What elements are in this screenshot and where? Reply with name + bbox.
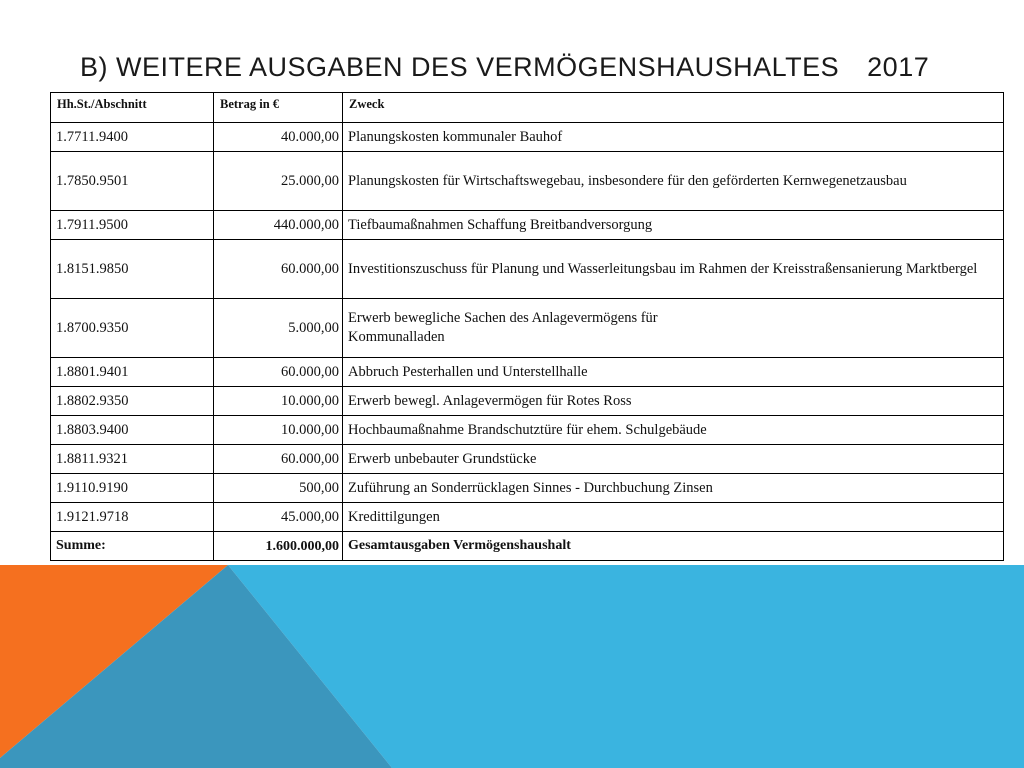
purpose-line-2: Kommunalladen	[348, 329, 445, 345]
table-row	[51, 123, 1004, 152]
header-purpose: Zweck	[343, 93, 1004, 123]
table-row	[51, 445, 1004, 474]
row-purpose: Erwerb unbebauter Grundstücke	[343, 445, 1004, 474]
total-amount: 1.600.000,00	[214, 532, 343, 561]
row-amount: 60.000,00	[214, 445, 343, 474]
table-row	[51, 358, 1004, 387]
total-row	[51, 532, 1004, 561]
row-code: 1.8811.9321	[51, 445, 214, 474]
header-amount: Betrag in €	[214, 93, 343, 123]
table-row	[51, 387, 1004, 416]
row-code: 1.7711.9400	[51, 123, 214, 152]
row-amount: 10.000,00	[214, 387, 343, 416]
table-row	[51, 152, 1004, 211]
row-amount: 45.000,00	[214, 503, 343, 532]
budget-table	[50, 92, 1004, 561]
row-amount: 40.000,00	[214, 123, 343, 152]
total-label: Summe:	[51, 532, 214, 561]
table-header-row	[51, 93, 1004, 123]
row-purpose: Hochbaumaßnahme Brandschutztüre für ehem. Schulgebäude	[343, 416, 1004, 445]
row-code: 1.8802.9350	[51, 387, 214, 416]
row-code: 1.8700.9350	[51, 299, 214, 358]
row-purpose: Erwerb bewegl. Anlagevermögen für Rotes Ross	[343, 387, 1004, 416]
row-code: 1.7911.9500	[51, 211, 214, 240]
row-purpose: Tiefbaumaßnahmen Schaffung Breitbandversorgung	[343, 211, 1004, 240]
row-amount: 60.000,00	[214, 358, 343, 387]
title-year: 2017	[867, 52, 930, 82]
total-purpose: Gesamtausgaben Vermögenshaushalt	[343, 532, 1004, 561]
table-row	[51, 299, 1004, 358]
row-amount: 60.000,00	[214, 240, 343, 299]
row-amount: 440.000,00	[214, 211, 343, 240]
row-amount: 10.000,00	[214, 416, 343, 445]
row-purpose: Kredittilgungen	[343, 503, 1004, 532]
slide-title	[80, 52, 929, 83]
table-row	[51, 416, 1004, 445]
row-purpose: Planungskosten für Wirtschaftswegebau, insbesondere für den geförderten Kernwegenetzausbau	[343, 152, 1004, 211]
row-amount: 5.000,00	[214, 299, 343, 358]
purpose-line-1: Erwerb bewegliche Sachen des Anlagevermögens für	[348, 310, 658, 326]
title-text: B) WEITERE AUSGABEN DES VERMÖGENSHAUSHALTES	[80, 52, 840, 82]
row-purpose: Abbruch Pesterhallen und Unterstellhalle	[343, 358, 1004, 387]
row-code: 1.9110.9190	[51, 474, 214, 503]
row-purpose: Planungskosten kommunaler Bauhof	[343, 123, 1004, 152]
row-purpose: Zuführung an Sonderrücklagen Sinnes - Durchbuchung Zinsen	[343, 474, 1004, 503]
table-row	[51, 240, 1004, 299]
row-code: 1.8151.9850	[51, 240, 214, 299]
row-purpose	[343, 299, 1004, 358]
header-code: Hh.St./Abschnitt	[51, 93, 214, 123]
table-row	[51, 474, 1004, 503]
row-amount: 25.000,00	[214, 152, 343, 211]
row-code: 1.9121.9718	[51, 503, 214, 532]
row-code: 1.7850.9501	[51, 152, 214, 211]
table-row	[51, 503, 1004, 532]
row-amount: 500,00	[214, 474, 343, 503]
row-code: 1.8803.9400	[51, 416, 214, 445]
row-code: 1.8801.9401	[51, 358, 214, 387]
row-purpose: Investitionszuschuss für Planung und Wasserleitungsbau im Rahmen der Kreisstraßensanierung Marktbergel	[343, 240, 1004, 299]
table-row	[51, 211, 1004, 240]
